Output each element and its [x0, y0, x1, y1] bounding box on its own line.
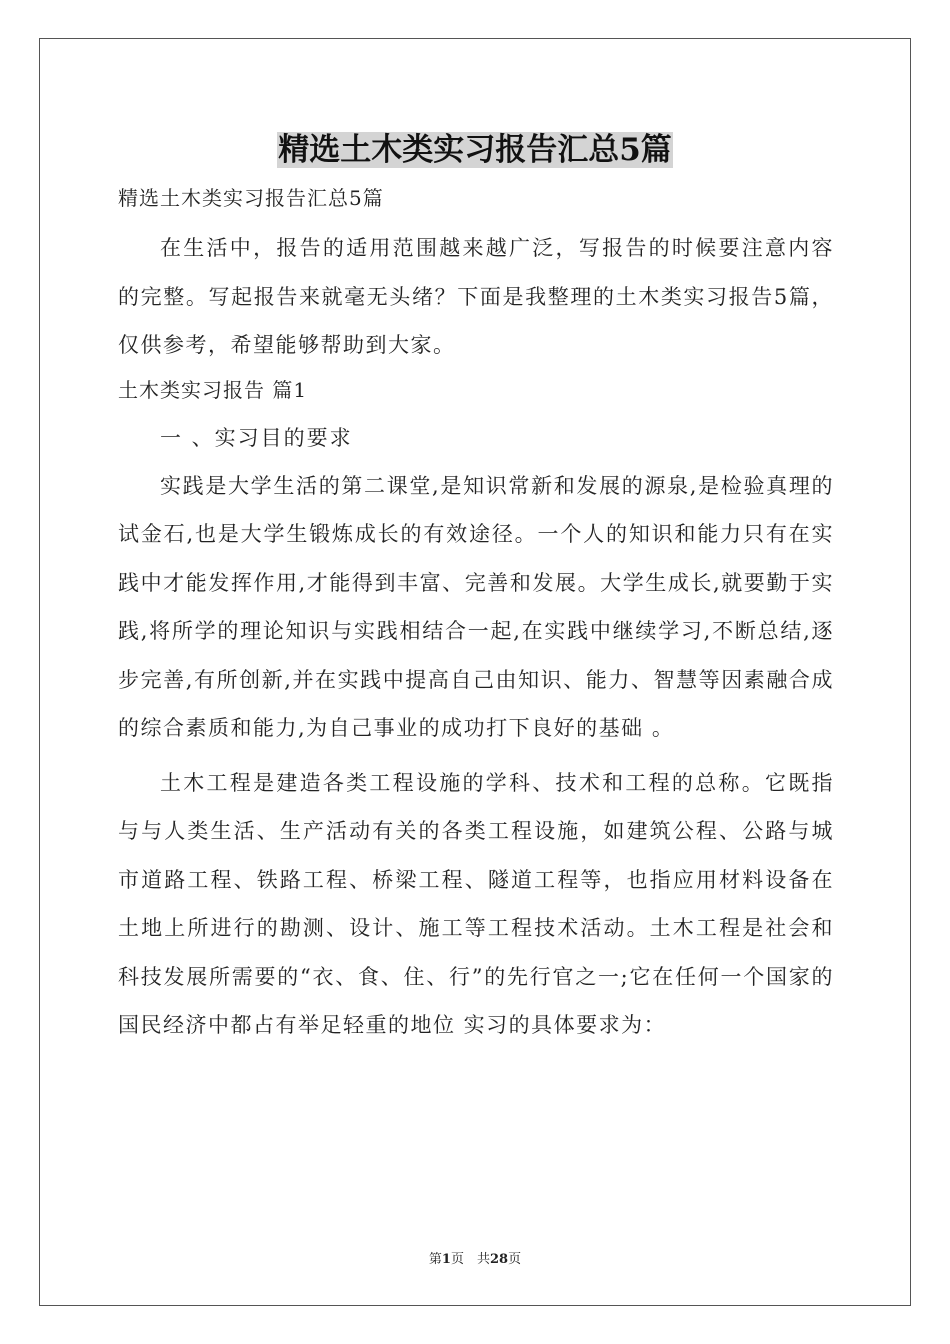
footer-page-current: 1: [441, 1252, 451, 1267]
section-heading: 土木类实习报告 篇1: [118, 377, 308, 402]
document-body: [118, 180, 834, 1050]
intro-paragraph: 在生活中，报告的适用范围越来越广泛，写报告的时候要注意内容的完整。写起报告来就毫无头绪？下面是我整理的土木类实习报告5篇，仅供参考，希望能够帮助到大家。: [118, 236, 834, 357]
document-subtitle: 精选土木类实习报告汇总5篇: [118, 186, 384, 210]
footer-page-total: 28: [489, 1252, 509, 1267]
footer-suffix: 页: [508, 1252, 522, 1267]
body-paragraph-1: 实践是大学生活的第二课堂,是知识常新和发展的源泉,是检验真理的试金石,也是大学生锻炼成长的有效途径。一个人的知识和能力只有在实践中才能发挥作用,才能得到丰富、完善和发展。大学生成长,就要勤于实践,将所学的理论知识与实践相结合一起,在实践中继续学习,不断总结,逐步完善,有所创新,并在实践中提高自己由知识、能力、智慧等因素融合成的综合素质和能力,为自己事业的成功打下良好的基础 。: [118, 473, 834, 740]
document-title-text: 精选土木类实习报告汇总5篇: [278, 132, 672, 168]
item-heading: 一 、实习目的要求: [160, 425, 353, 450]
document-title: [0, 126, 950, 174]
body-paragraph-2: 土木工程是建造各类工程设施的学科、技术和工程的总称。它既指与与人类生活、生产活动有关的各类工程设施，如建筑公程、公路与城市道路工程、铁路工程、桥梁工程、隧道工程等，也指应用材料设备在土地上所进行的勘测、设计、施工等工程技术活动。土木工程是社会和科技发展所需要的“衣、食、住、行”的先行官之一;它在任何一个国家的国民经济中都占有举足轻重的地位 实习的具体要求为：: [118, 770, 834, 1037]
page-footer: [0, 1248, 950, 1267]
footer-prefix: 第: [428, 1252, 442, 1267]
footer-mid: 页 共: [450, 1252, 490, 1267]
